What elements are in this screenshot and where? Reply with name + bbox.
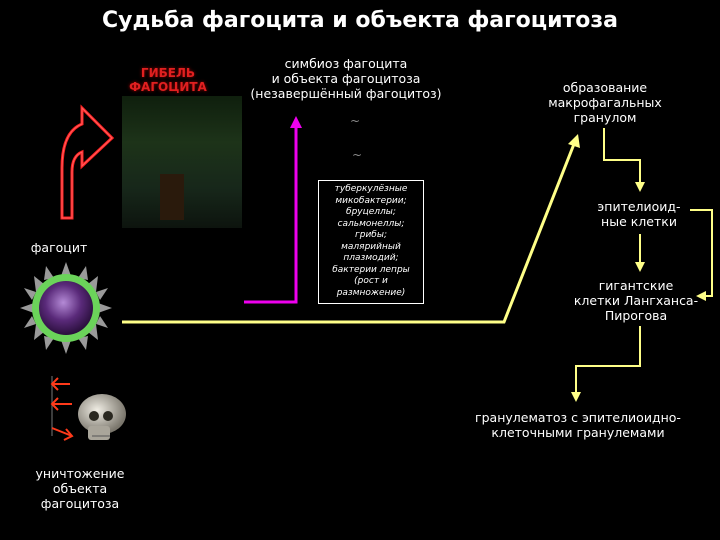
skull-icon <box>78 394 126 440</box>
pathogen-line: туберкулёзные <box>334 184 408 194</box>
pathogen-line: плазмодий; <box>343 253 399 263</box>
phagocyte-label: фагоцит <box>30 240 88 255</box>
phagocyte-cell-icon <box>20 262 112 354</box>
pathogen-line: малярийный <box>341 241 401 252</box>
yellow-arrow-to-granules <box>122 134 580 322</box>
small-red-arrows-icon <box>52 376 72 440</box>
phagocyte-death-label: ГИБЕЛЬ ФАГОЦИТА <box>129 66 207 94</box>
pathogen-line: бруцеллы; <box>346 207 396 217</box>
symbiosis-label: симбиоз фагоцита и объекта фагоцитоза (незавершённый фагоцитоз) <box>250 56 442 101</box>
pathogen-line: грибы; <box>355 230 387 240</box>
pathogen-line: микобактерии; <box>335 195 407 206</box>
pathogen-line: бактерии лепры <box>332 264 410 275</box>
pathogen-line: (рост и <box>354 276 388 286</box>
yellow-arrow-giant-to-granulomatosis <box>571 326 640 402</box>
pathogen-line: сальмонеллы; <box>337 218 405 229</box>
destruction-label: уничтожение объекта фагоцитоза <box>35 466 125 511</box>
macrophage-granules-label: образование макрофагальных гранулом <box>548 80 662 125</box>
page-title: Судьба фагоцита и объекта фагоцитоза <box>102 8 618 33</box>
yellow-arrow-epithelioid-to-giant <box>635 234 645 272</box>
magenta-arrow <box>244 116 302 302</box>
granulomatosis-label: гранулематоз с эпителиоидно- клеточными гранулемами <box>475 410 681 440</box>
giant-cells-label: гигантские клетки Лангханса- Пирогова <box>573 278 699 323</box>
yellow-arrow-granules-to-epithelioid <box>604 128 645 192</box>
pathogen-line: размножение) <box>336 287 406 298</box>
bird-icon: ~ <box>352 148 363 162</box>
bird-icon: ~ <box>350 114 361 128</box>
epithelioid-cells-label: эпителиоид- ные клетки <box>597 199 681 229</box>
yellow-arrow-epithelioid-giant-loop <box>690 210 712 301</box>
red-curved-arrow-icon <box>62 108 112 218</box>
